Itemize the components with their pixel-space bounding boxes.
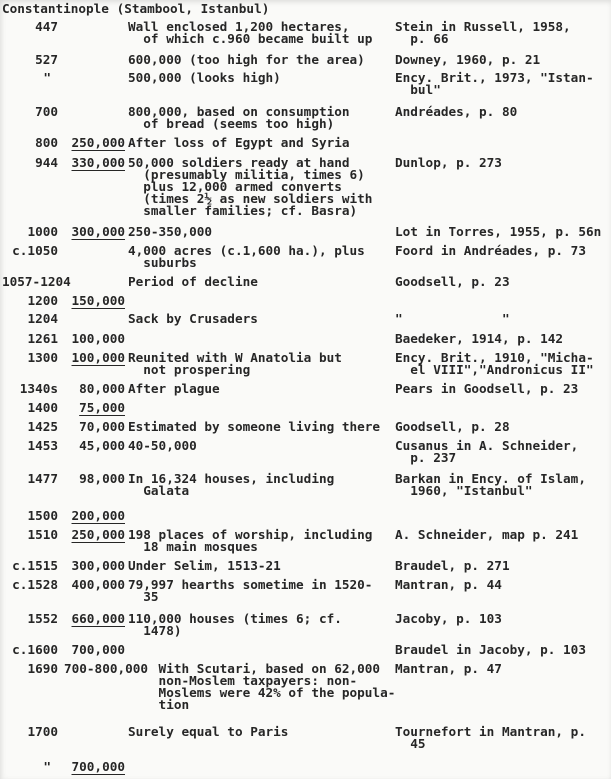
table-row	[0, 54, 611, 66]
table-row	[0, 106, 611, 130]
population-underlined: 200,000	[71, 508, 125, 523]
table-row	[0, 313, 611, 325]
description-line: (presumably militia, times 6)	[128, 167, 365, 182]
source-cell	[395, 510, 611, 522]
population-cell: 45,000	[79, 438, 125, 453]
year-cell: 700	[35, 104, 58, 119]
description-cell	[128, 560, 395, 572]
source-cell	[395, 333, 611, 345]
source-line: Pears in Goodsell, p. 23	[395, 381, 579, 396]
description-line: tion	[128, 697, 190, 712]
year-cell: 1453	[27, 438, 58, 453]
population-cell: 700,000	[71, 642, 125, 657]
year-cell: 1700	[27, 724, 58, 739]
population-cell	[61, 295, 128, 307]
source-line: Tournefort in Mantran, p.	[395, 724, 586, 739]
description-cell	[128, 761, 395, 773]
year-cell: 1200	[27, 293, 58, 308]
description-line: 250-350,000	[128, 224, 213, 239]
description-line: Moslems were 42% of the popula-	[128, 685, 396, 700]
population-cell	[61, 54, 128, 66]
description-line: Reunited with W Anatolia but	[128, 350, 342, 365]
source-line: Baedeker, 1914, p. 142	[395, 331, 564, 346]
source-line: Mantran, p. 47	[395, 661, 502, 676]
population-cell	[61, 137, 128, 149]
population-cell	[61, 761, 128, 773]
description-line: Wall enclosed 1,200 hectares,	[128, 19, 350, 34]
description-cell	[128, 510, 395, 522]
source-cell	[395, 276, 611, 288]
population-cell: 700-800,000	[64, 661, 149, 676]
population-cell	[61, 313, 128, 325]
description-line: Sack by Crusaders	[128, 311, 258, 326]
description-cell	[128, 157, 395, 217]
table-row	[0, 226, 611, 238]
table-row	[0, 644, 611, 656]
population-cell	[61, 510, 128, 522]
description-cell	[128, 106, 395, 130]
source-cell	[395, 137, 611, 149]
source-line: Andréades, p. 80	[395, 104, 518, 119]
description-line: Under Selim, 1513-21	[128, 558, 281, 573]
table-row	[0, 295, 611, 307]
year-cell: "	[43, 759, 51, 774]
source-cell	[395, 313, 611, 325]
source-line: el VIII","Andronicus II"	[395, 362, 594, 377]
population-cell: 100,000	[71, 331, 125, 346]
description-cell	[128, 137, 395, 149]
source-cell	[395, 106, 611, 130]
description-line: 500,000 (looks high)	[128, 70, 281, 85]
population-underlined: 150,000	[71, 293, 125, 308]
description-line: 600,000 (too high for the area)	[128, 52, 365, 67]
description-cell	[128, 663, 395, 711]
year-cell: 1261	[27, 331, 58, 346]
description-cell	[128, 644, 395, 656]
table-row	[0, 137, 611, 149]
table-row	[0, 352, 611, 376]
table-row	[0, 245, 611, 269]
table-row	[0, 276, 611, 288]
population-cell	[61, 245, 128, 269]
description-line: 110,000 houses (times 6; cf.	[128, 611, 342, 626]
population-underlined: 75,000	[79, 400, 125, 415]
description-cell	[128, 440, 395, 464]
population-cell	[61, 72, 128, 96]
source-cell	[395, 421, 611, 433]
source-cell	[395, 529, 611, 553]
table-row	[0, 613, 611, 637]
year-cell: 800	[35, 135, 58, 150]
population-underlined: 300,000	[71, 224, 125, 239]
year-cell: 1057-1204	[2, 274, 71, 289]
source-line: Ency. Brit., 1973, "Istan-	[395, 70, 594, 85]
source-cell	[395, 663, 611, 711]
description-line: 198 places of worship, including	[128, 527, 373, 542]
description-cell	[128, 352, 395, 376]
year-cell: 527	[35, 52, 58, 67]
source-line: 1960, "Istanbul"	[395, 483, 533, 498]
source-cell	[395, 726, 611, 750]
source-cell	[395, 613, 611, 637]
year-cell: 1204	[27, 311, 58, 326]
description-cell	[128, 245, 395, 269]
population-cell: 80,000	[79, 381, 125, 396]
source-line: Cusanus in A. Schneider,	[395, 438, 579, 453]
population-cell	[61, 157, 128, 217]
source-cell	[395, 157, 611, 217]
year-cell: 1510	[27, 527, 58, 542]
description-line: With Scutari, based on 62,000	[128, 661, 381, 676]
description-line: non-Moslem taxpayers: non-	[128, 673, 358, 688]
source-cell	[395, 295, 611, 307]
source-cell	[395, 21, 611, 45]
population-cell	[61, 106, 128, 130]
table-row	[0, 383, 611, 395]
description-cell	[128, 726, 395, 750]
source-cell	[395, 560, 611, 572]
source-cell	[395, 761, 611, 773]
source-line: Braudel, p. 271	[395, 558, 510, 573]
description-line: smaller families; cf. Basra)	[128, 203, 358, 218]
source-line: bul"	[395, 82, 441, 97]
description-line: 79,997 hearths sometime in 1520-	[128, 577, 373, 592]
population-cell	[61, 402, 128, 414]
source-cell	[395, 245, 611, 269]
year-cell: 944	[35, 155, 58, 170]
population-cell: 400,000	[71, 577, 125, 592]
description-line: 35	[128, 589, 159, 604]
population-underlined: 250,000	[71, 527, 125, 542]
source-line: Dunlop, p. 273	[395, 155, 502, 170]
table-row	[0, 21, 611, 45]
source-cell	[395, 72, 611, 96]
population-cell	[61, 726, 128, 750]
table-row	[0, 72, 611, 96]
year-cell: c.1515	[12, 558, 58, 573]
year-cell: 1500	[27, 508, 58, 523]
year-cell: 1552	[27, 611, 58, 626]
population-table	[0, 21, 611, 773]
table-row	[0, 560, 611, 572]
source-line: 45	[395, 736, 426, 751]
table-row	[0, 421, 611, 433]
source-line: Goodsell, p. 28	[395, 419, 510, 434]
description-cell	[128, 313, 395, 325]
source-line: Braudel in Jacoby, p. 103	[395, 642, 586, 657]
population-cell	[61, 529, 128, 553]
description-line: of bread (seems too high)	[128, 116, 335, 131]
page-title: Constantinople (Stambool, Istanbul)	[2, 1, 270, 16]
description-line: After plague	[128, 381, 220, 396]
description-line: After loss of Egypt and Syria	[128, 135, 350, 150]
description-cell	[128, 333, 395, 345]
description-line: Period of decline	[128, 274, 258, 289]
population-underlined: 660,000	[71, 611, 125, 626]
source-line: A. Schneider, map p. 241	[395, 527, 579, 542]
description-cell	[128, 295, 395, 307]
description-line: 1478)	[128, 623, 182, 638]
table-row	[0, 473, 611, 497]
source-line: Ency. Brit., 1910, "Micha-	[395, 350, 594, 365]
source-line: Jacoby, p. 103	[395, 611, 502, 626]
table-row	[0, 761, 611, 773]
source-line: p. 237	[395, 450, 457, 465]
population-underlined: 700,000	[71, 759, 125, 774]
year-cell: 1425	[27, 419, 58, 434]
description-cell	[128, 529, 395, 553]
source-cell	[395, 226, 611, 238]
description-cell	[128, 579, 395, 603]
description-line: (times 2½ as new soldiers with	[128, 191, 373, 206]
year-cell: c.1050	[12, 243, 58, 258]
source-cell	[395, 440, 611, 464]
source-line: p. 66	[395, 31, 449, 46]
description-cell	[128, 54, 395, 66]
description-line: plus 12,000 armed converts	[128, 179, 342, 194]
description-cell	[128, 421, 395, 433]
table-row	[0, 440, 611, 464]
description-cell	[128, 613, 395, 637]
description-cell	[128, 402, 395, 414]
description-line: In 16,324 houses, including	[128, 471, 335, 486]
year-cell: "	[43, 70, 51, 85]
table-row	[0, 510, 611, 522]
source-cell	[395, 579, 611, 603]
table-row	[0, 663, 611, 711]
description-line: 4,000 acres (c.1,600 ha.), plus	[128, 243, 365, 258]
description-line: Estimated by someone living there	[128, 419, 381, 434]
source-cell	[395, 54, 611, 66]
table-row	[0, 157, 611, 217]
table-row	[0, 529, 611, 553]
population-cell	[61, 226, 128, 238]
source-cell	[395, 352, 611, 376]
table-row	[0, 402, 611, 414]
source-line: " "	[395, 311, 510, 326]
source-line: Downey, 1960, p. 21	[395, 52, 541, 67]
source-line: Goodsell, p. 23	[395, 274, 510, 289]
population-cell: 98,000	[79, 471, 125, 486]
description-cell	[128, 72, 395, 96]
year-cell: 1300	[27, 350, 58, 365]
description-cell	[128, 383, 395, 395]
source-cell	[395, 402, 611, 414]
description-cell	[128, 226, 395, 238]
year-cell: 1477	[27, 471, 58, 486]
source-line: Lot in Torres, 1955, p. 56n	[395, 224, 602, 239]
description-cell	[128, 276, 395, 288]
population-underlined: 100,000	[71, 350, 125, 365]
description-line: Galata	[128, 483, 190, 498]
population-cell	[61, 613, 128, 637]
population-cell	[61, 276, 128, 288]
description-line: 50,000 soldiers ready at hand	[128, 155, 350, 170]
year-cell: 1400	[27, 400, 58, 415]
source-line: Stein in Russell, 1958,	[395, 19, 571, 34]
description-line: 800,000, based on consumption	[128, 104, 350, 119]
description-cell	[128, 21, 395, 45]
description-line: not prospering	[128, 362, 251, 377]
description-line: 40-50,000	[128, 438, 197, 453]
description-line: of which c.960 became built up	[128, 31, 373, 46]
year-cell: 1000	[27, 224, 58, 239]
source-cell	[395, 473, 611, 497]
year-cell: 1690	[27, 661, 58, 676]
source-line: Barkan in Ency. of Islam,	[395, 471, 586, 486]
year-cell: c.1600	[12, 642, 58, 657]
table-row	[0, 333, 611, 345]
population-cell: 70,000	[79, 419, 125, 434]
source-cell	[395, 383, 611, 395]
population-cell	[61, 21, 128, 45]
description-cell	[128, 473, 395, 497]
description-line: Surely equal to Paris	[128, 724, 289, 739]
population-cell: 300,000	[71, 558, 125, 573]
source-line: Foord in Andréades, p. 73	[395, 243, 586, 258]
description-line: 18 main mosques	[128, 539, 258, 554]
population-cell	[61, 352, 128, 376]
source-line: Mantran, p. 44	[395, 577, 502, 592]
table-row	[0, 579, 611, 603]
population-underlined: 330,000	[71, 155, 125, 170]
year-cell: 1340s	[19, 381, 58, 396]
source-cell	[395, 644, 611, 656]
population-underlined: 250,000	[71, 135, 125, 150]
table-row	[0, 726, 611, 750]
description-line: suburbs	[128, 255, 197, 270]
year-cell: c.1528	[12, 577, 58, 592]
year-cell: 447	[35, 19, 58, 34]
